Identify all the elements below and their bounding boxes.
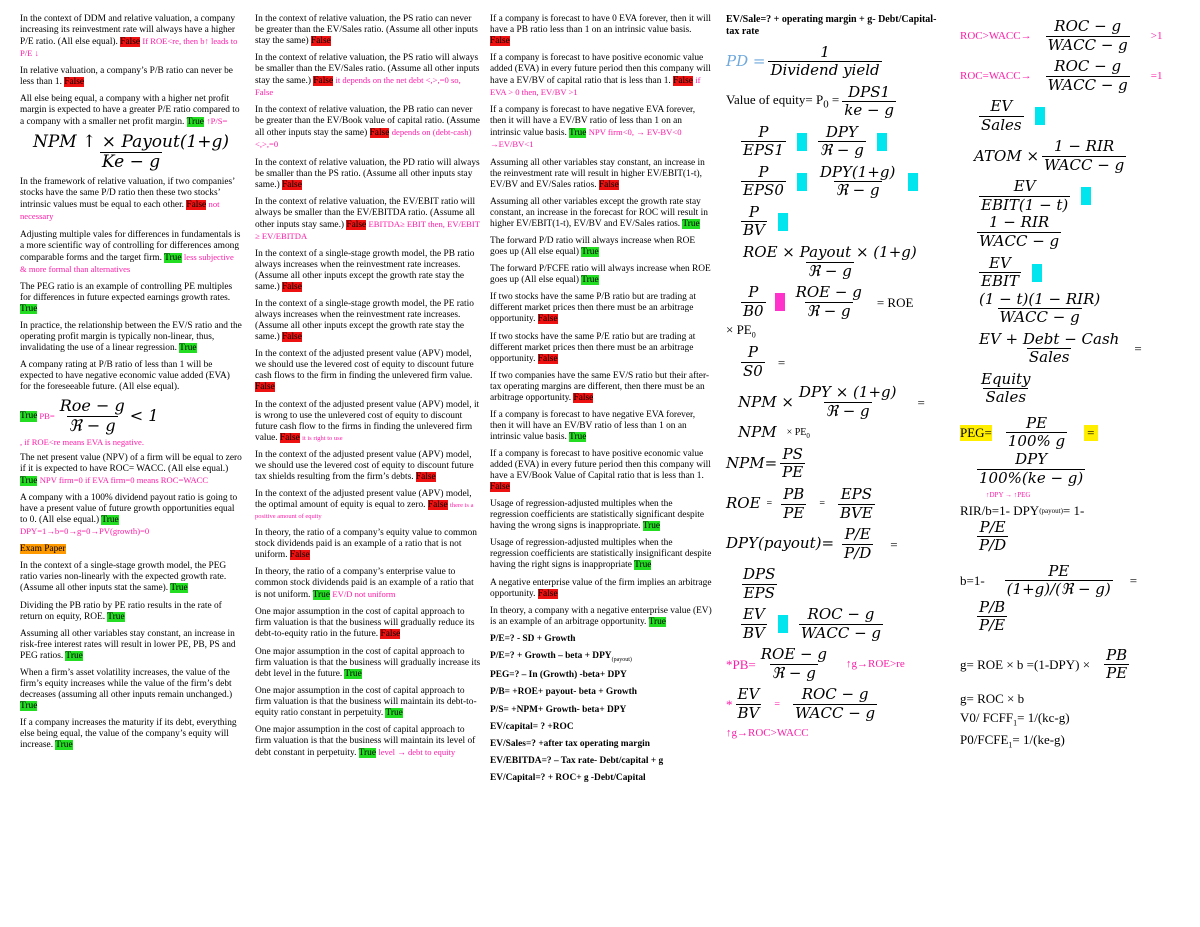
formula-p-eps1: $\frac{P}{\text{EPS1}}$ $\frac{\text{DPY}}{\text{ℜ − g}}$ (738, 124, 948, 160)
statement: If two companies have the same EV/S ratio but their after-tax operating margins are different, then there must be an arbitrage opportunity. False (490, 370, 710, 403)
statement: One major assumption in the cost of capital approach to firm valuation is that the business will maintain its level of debt constant in perpetuity. True level → debt to equity (255, 725, 476, 758)
note: ↑g→ROC>WACC (726, 726, 809, 739)
true-tag: True (581, 275, 599, 286)
false-tag: False (255, 382, 275, 393)
statement: In relative valuation, a company’s P/B ratio can never be less than 1. False (20, 66, 233, 88)
formula-dpy: DPY(payout)= $\frac{P/E}{P/D}$ = (726, 525, 898, 562)
formula-g-roe: g= ROE × b =(1-DPY) × $\frac{PB}{PE}$ (960, 645, 1128, 683)
cyan-marker (797, 173, 807, 191)
false-tag: False (490, 482, 510, 493)
formula-npm-dpy: NPM × $\frac{\text{DPY × (1+g)}}{\text{ℜ − g}}$ = (738, 383, 925, 420)
false-tag: False (537, 588, 558, 599)
statement: In the context of the adjusted present value (APV) model, the optimal amount of equity is equal to zero. False there is a positive amount of equity (255, 488, 474, 520)
statement: One major assumption in the cost of capital approach to firm valuation is that the business will maintain its debt-to-equity ratio constant in perpetuity. True (255, 685, 477, 718)
formula-v0-fcff: V0/ $FCFF_1= 1/(kc-g)$ (960, 710, 1070, 728)
statement: Usage of regression-adjusted multiples when the regression coefficients are statistically insignificant despite having the right signs is inappropriate True (490, 538, 712, 571)
statement: If two stocks have the same P/B ratio but are trading at different market prices then there must be an arbitrage opportunity. False (490, 292, 696, 325)
formula-p0-fcfe: $P0/FCFE_1= 1/(ke-g)$ (960, 732, 1065, 750)
false-tag: False (64, 77, 85, 88)
formula-g-roc: g= ROC × b (960, 690, 1025, 706)
statement: The forward P/D ratio will always increase when ROE goes up (All else equal) True (490, 235, 696, 257)
statement: Assuming all other variables stay constant, an increase in risk-free interest rates will result in lower PE, PB, PS and PEG ratios. True (20, 628, 236, 661)
statement: In practice, the relationship between the EV/S ratio and the operating profit margin is typically non-linear, thus, invalidating the use of a linear regression. True (20, 320, 242, 353)
statement: One major assumption in the cost of capital approach to firm valuation is that the business will gradually reduce its debt-to-equity ratio in the future. False (255, 607, 475, 640)
formula-atom: ATOM × $\frac{\text{1 − RIR}}{\text{WACC − g}}$ (974, 137, 1125, 174)
formula-pb-growth: *PB= $\frac{\text{ROE − g}}{\text{ℜ − g}}$ ↑g→ROE>re (726, 645, 905, 682)
statement: In theory, the ratio of a company’s enterprise value to common stock dividends paid is an example of a ratio that is not uniform. True EV/D not uniform (255, 567, 474, 601)
statement: In the context of a single-stage growth model, the PEG ratio varies non-linearly with the expected growth rate. (Assume all other inputs stat the same). True (20, 561, 227, 594)
heading: EV/Sale=? + operating margin + g- Debt/Capital- tax rate (726, 14, 937, 37)
formula-pb-pe: $\frac{P/B}{P/E}$ (979, 597, 1006, 635)
formula-roe-payout: $\frac{\text{ROE × Payout × (1+g)}}{\text{ℜ − g}}$ (743, 243, 917, 280)
exam-paper-label: Exam Paper (20, 544, 66, 555)
driver-line: EV/Sales=? +after tax operating margin (490, 739, 650, 750)
driver-line: P/B= +ROE+ payout- beta + Growth (490, 687, 637, 698)
formula-p-bv: $\frac{P}{BV}$ (738, 204, 948, 240)
true-tag: True (634, 560, 652, 571)
statement: In the context of the adjusted present value (APV) model, we should use the levered cost of equity to discount future cash flows to the firm in finding the unlevered firm value. False (255, 349, 474, 393)
true-tag: True (569, 128, 587, 139)
statement: In the context of a single-stage growth model, the PE ratio always increases when the reinvestment rate increases. (Assume all other inputs except the growth rate stay the same.) False (255, 299, 474, 343)
statement: The PEG ratio is an example of controlling PE multiples for differences in future expected earnings growth rates. True (20, 281, 233, 314)
statement: In the context of DDM and relative valuation, a company increasing its reinvestment rate will always have a higher P/E ratio. (All else equal). False If ROE<re, then b↑ leads to P/E ↓ (20, 14, 238, 58)
true-tag: True (312, 590, 331, 601)
false-tag: False (282, 281, 302, 292)
statement: Dividing the PB ratio by PE ratio results in the rate of return on equity, ROE. True (20, 600, 222, 622)
formula-npm: NPM= $\frac{PS}{PE}$ (726, 444, 804, 482)
formula-ev-ebit-1-t: $\frac{EV}{\text{EBIT(1 − t)}}$ (976, 178, 1192, 214)
statement: Adjusting multiple vales for differences in fundamentals is a more scientific way of controlling for differences among comparable forms and the target firm. True less subjective & more formal than alternatives (20, 229, 241, 274)
column-1 (20, 14, 242, 757)
formula-pe-pd: $\frac{P/E}{P/D}$ (979, 517, 1007, 555)
true-tag: True (107, 611, 125, 622)
formula-pd: PD = $\frac{1}{\text{Dividend yield}}$ (726, 42, 880, 80)
driver-line: P/E=? - SD + Growth (490, 634, 576, 644)
true-tag: True (20, 475, 38, 486)
true-tag: True (385, 707, 403, 718)
statement: If a company is forecast to have 0 EVA forever, then it will have a PB ratio less than 1 on an intrinsic value basis. False (490, 14, 711, 46)
true-tag: True (581, 246, 599, 257)
formula-equity-sales: $\frac{\text{Equity}}{\text{Sales}}$ (981, 369, 1031, 407)
true-tag: True (20, 410, 38, 421)
roc-gt-wacc: ROC>WACC→ $\frac{\text{ROC − g}}{\text{WACC − g}}$ >1 (960, 17, 1163, 54)
false-tag: False (537, 314, 558, 325)
roc-eq-wacc: ROC=WACC→ $\frac{\text{ROC − g}}{\text{WACC − g}}$ =1 (960, 57, 1163, 94)
false-tag: False (598, 179, 619, 190)
statement: In the context of relative valuation, the PS ratio will always be smaller than the EV/Sales ratio. (Assume all other inputs stay the same.) False it depends on the net debt <,>,=0 so, False (255, 53, 480, 98)
false-tag: False (673, 76, 693, 87)
statement: In the context of the adjusted present value (APV) model, it is wrong to use the unlevered cost of equity to discount future cash flow to the firms in finding the unlevered firm value. False it is right to use (255, 399, 480, 443)
formula-ev-debt-cash: $\frac{\text{EV + Debt − Cash}}{\text{Sales}}$ = (979, 329, 1142, 367)
false-tag: False (120, 37, 141, 47)
formula-pb: True PB= $\frac{\text{Roe − g}}{\text{ℜ − g}}$ < 1 (20, 396, 159, 435)
statement: Assuming all other variables stay constant, an increase in the reinvestment rate will result in higher EV/EBIT(1-t), EV/BV and EV/Sales ratios. False (490, 157, 705, 190)
true-tag: True (569, 431, 587, 442)
false-tag: False (573, 392, 594, 403)
formula-p-s0: $\frac{P}{S0}$ = (743, 343, 786, 380)
formula-value-of-equity: Value of equity= $P_0$ = $\frac{\text{DPS1}}{ke - g}$ (726, 82, 894, 120)
formula-ev-bv: $\frac{EV}{BV}$ $\frac{\text{ROC − g}}{\text{WACC − g}}$ (743, 605, 882, 642)
false-tag: False (369, 128, 390, 139)
false-tag: False (282, 179, 302, 190)
formula-b: b=1- $\frac{PE}{\text{(1+g)/(ℜ − g)}}$ = (960, 561, 1138, 599)
statement: One major assumption in the cost of capital approach to firm valuation is that the business will gradually increase its debt level in the future. True (255, 646, 481, 679)
statement: If a company is forecast to have positive economic value added (EVA) in every future period then this company will have a EV/Book Value of Capital ratio that is less than 1. False (490, 449, 711, 493)
false-tag: False (427, 499, 448, 510)
formula-ev-bv-growth: * $\frac{EV}{BV}$ = $\frac{\text{ROC − g}}{\text{WACC − g}}$ (726, 685, 876, 723)
false-tag: False (313, 76, 334, 87)
cyan-marker (1035, 107, 1045, 125)
driver-line: EV/capital= ? +ROC (490, 721, 574, 732)
statement: A negative enterprise value of the firm implies an arbitrage opportunity. False (490, 577, 712, 599)
true-tag: True (55, 740, 73, 751)
formula-ev-sales: $\frac{EV}{\text{Sales}}$ (976, 98, 1192, 134)
statement: If a company increases the maturity if its debt, everything else being equal, the value of the company’s equity will increase. True (20, 718, 237, 751)
false-tag: False (282, 332, 302, 343)
statement: In the context of the adjusted present value (APV) model, we should use the levered cost of equity to discount future tax shields resulting from the firm’s debts. False (255, 449, 474, 482)
false-tag: False (289, 550, 310, 561)
false-tag: False (415, 471, 436, 482)
statement: Assuming all other variables except the growth rate stay constant, an increase in the forecast for ROC will result in higher EV/EBIT(1-t), EV/BV and EV/Sales ratios. True (490, 196, 708, 229)
statement: In the framework of relative valuation, if two companies’ stocks have the same P/D ratio then these two stocks’ intrinsic values must be equal to each other. False not necessary (20, 177, 235, 222)
column-5 (960, 14, 1192, 750)
note: , if ROE<re means EVA is negative. (20, 436, 145, 447)
statement: A company with a 100% dividend payout ratio is going to have a present value of future growth opportunities equal to 0. (All else equal.) True DPY=1→b=0→g=0→PV(growth)=0 (20, 493, 238, 537)
formula-rir-b: RIR/b=1- DPY (payout) = 1- (960, 503, 1085, 519)
statement: If two stocks have the same P/E ratio but are trading at different market prices then there must be an arbitrage opportunity. False (490, 331, 696, 364)
true-tag: True (682, 218, 700, 229)
formula-1-t-rir: $\frac{\text{(1 − t)(1 − RIR)}}{\text{WACC − g}}$ (979, 289, 1101, 327)
pe0-line: × $PE_0$ (726, 322, 756, 340)
statement: If a company is forecast to have negative EVA forever, then it will have an EV/BV ratio of less than 1 on an intrinsic value basis. True (490, 409, 696, 442)
true-tag: True (358, 748, 377, 758)
statement: If a company is forecast to have positive economic value added (EVA) in every future period then this company will have a EV/BV of capital ratio that is less than 1. False if EVA > 0 then, EV/BV >1 (490, 53, 711, 98)
statement: In the context of relative valuation, the EV/EBIT ratio will always be smaller than the EV/EBITDA ratio. (Assume all other inputs stay same.) False EBITDA≥ EBIT then, EV/EBIT ≥ EV/EBITDA (255, 196, 480, 241)
note: ↑DPY → ↑PEG (986, 491, 1031, 500)
cyan-marker (797, 133, 807, 151)
true-tag: True (186, 117, 204, 128)
pink-marker (775, 293, 785, 311)
formula-npm-pe0: NPM × $PE_0$ (738, 423, 810, 442)
true-tag: True (164, 252, 182, 263)
driver-line: PEG=? – In (Growth) -beta+ DPY (490, 670, 627, 681)
formula-peg-dpy: $\frac{\text{DPY}}{100\%(ke - g)}$ (979, 450, 1084, 487)
statement: In the context of relative valuation, the PD ratio will always be smaller than the PS ratio. (Assume all other inputs stay same.) False (255, 157, 480, 190)
true-tag: True (170, 583, 188, 594)
false-tag: False (490, 36, 510, 46)
false-tag: False (186, 200, 207, 211)
column-2 (255, 14, 481, 765)
statement: The forward P/FCFE ratio will always increase when ROE goes up (All else equal) True (490, 264, 711, 286)
formula-peg: PEG= $\frac{PE}{100\% g}$ = (960, 415, 1192, 451)
cyan-marker (908, 173, 918, 191)
statement: In theory, a company with a negative enterprise value (EV) is an example of an arbitrage opportunity. True (490, 605, 712, 627)
statement: In theory, the ratio of a company’s equity value to common stock dividends paid is an example of a ratio that is not uniform. False (255, 528, 477, 561)
cyan-marker (1032, 264, 1042, 282)
driver-line: P/S= +NPM+ Growth- beta+ DPY (490, 704, 627, 715)
false-tag: False (537, 353, 558, 364)
column-4 (726, 14, 948, 739)
statement: In the context of relative valuation, the PS ratio can never be greater than the EV/Sales ratio. (Assume all other inputs stay the same) False (255, 14, 478, 46)
cyan-marker (877, 133, 887, 151)
true-tag: True (179, 342, 197, 353)
true-tag: True (65, 650, 83, 661)
cyan-marker (778, 213, 788, 231)
statement: Usage of regression-adjusted multiples when the regression coefficients are statistically significant despite having the wrong signs is inappropriate. True (490, 499, 705, 532)
formula-rir: $\frac{\text{1 − RIR}}{\text{WACC − g}}$ (979, 213, 1060, 251)
statement: All else being equal, a company with a higher net profit margin is expected to have a greater P/E ratio compared to a company with a smaller net profit margin. True ↑P/S= (20, 94, 240, 128)
driver-line: EV/Capital=? + ROC+ g -Debt/Capital (490, 773, 646, 784)
cyan-marker (778, 615, 788, 633)
false-tag: False (280, 432, 300, 443)
statement: The net present value (NPV) of a firm will be equal to zero if it is expected to have ROC= WACC. (All else equal.) True NPV firm=0 if EVA firm=0 means ROC=WACC (20, 452, 242, 486)
true-tag: True (20, 303, 38, 314)
true-tag: True (642, 521, 661, 532)
true-tag: True (101, 515, 119, 526)
statement: In the context of relative valuation, the PB ratio can never be greater than the EV/Book value of capital ratio. (Assume all other inputs stay the same) False depends on (debt-cash) <,>,=0 (255, 105, 480, 150)
formula-ev-ebit: $\frac{EV}{\text{EBIT}}$ (976, 255, 1192, 291)
formula-dps-eps: $\frac{\text{DPS}}{\text{EPS}}$ (743, 565, 776, 602)
false-tag: False (310, 36, 331, 46)
formula-p-eps0: $\frac{P}{\text{EPS0}}$ $\frac{\text{DPY(1+g)}}{\text{ℜ − g}}$ (738, 164, 948, 200)
false-tag: False (380, 629, 401, 640)
true-tag: True (648, 616, 666, 627)
column-3 (490, 14, 712, 791)
formula-p-b0: $\frac{P}{B0}$ $\frac{\text{ROE − g}}{\text{ℜ − g}}$ = ROE (743, 283, 914, 320)
formula-ps: $\frac{\text{NPM ↑ × Payout(1+g)}}{Ke - g}$ (32, 131, 230, 173)
false-tag: False (346, 219, 367, 230)
driver-line: P/E=? + Growth – beta + $DPY_{(payout)}$ (490, 651, 632, 664)
true-tag: True (20, 701, 38, 712)
formula-roe: ROE = $\frac{PB}{PE}$ = $\frac{\text{EPS}}{\text{BVE}}$ (726, 485, 873, 522)
statement: In the context of a single-stage growth model, the PB ratio always increases when the reinvestment rate increases. (Assume all other inputs except the growth rate stay the same.) False (255, 248, 475, 292)
driver-line: EV/EBITDA=? – Tax rate- Debt/capital + g (490, 756, 664, 767)
statement: If a company is forecast to have negative EVA forever, then it will have a EV/BV ratio of less than 1 on an intrinsic value basis. True NPV firm<0, → EV-BV<0 →EV/BV<1 (490, 105, 696, 150)
cyan-marker (1081, 187, 1091, 205)
true-tag: True (344, 668, 362, 679)
statement: A company rating at P/B ratio of less than 1 will be expected to have negative economic value added (EVA) for the foreseeable future. (All else equal). (20, 360, 230, 393)
statement: When a firm’s asset volatility increases, the value of the firm’s equity increases while the value of the firm’s debt decreases (assuming all other inputs remain unchanged.) True (20, 668, 233, 712)
